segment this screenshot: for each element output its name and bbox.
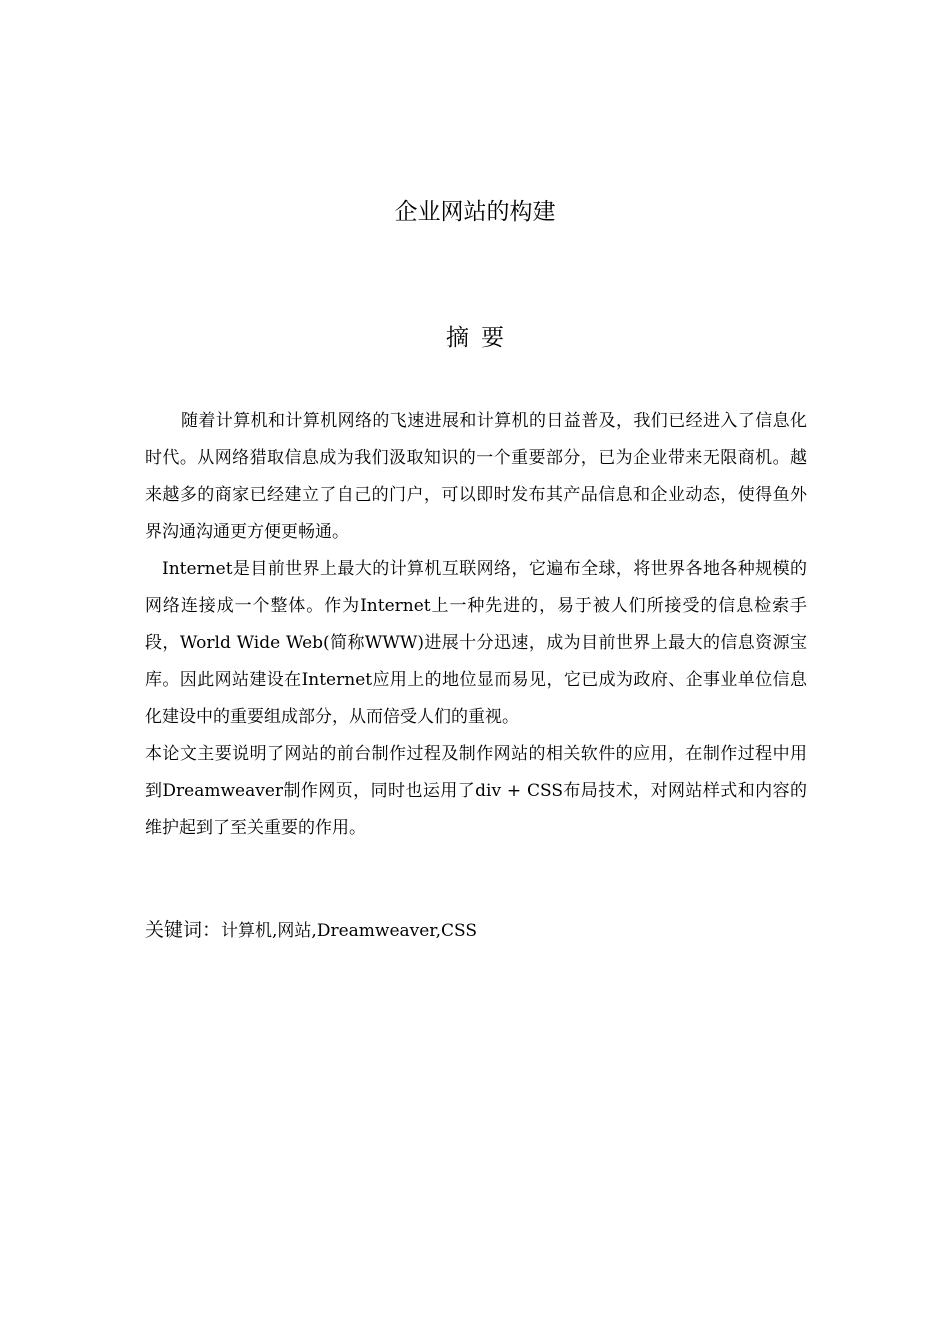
abstract-heading: 摘要 (446, 325, 516, 351)
keywords-line (145, 914, 807, 947)
abstract-body (145, 403, 807, 847)
abstract-paragraph-2: Internet是目前世界上最大的计算机互联网络，它遍布全球，将世界各地各种规模的网络连接成一个整体。作为Internet上一种先进的，易于被人们所接受的信息检索手段，World Wide Web(简称WWW)进展十分迅速，成为目前世界上最大的信息资源宝库。因此网站建设在Internet应用上的地位显而易见，它已成为政府、企事业单位信息化建设中的重要组成部分，从而倍受人们的重视。 (145, 559, 807, 727)
abstract-paragraph-1: 随着计算机和计算机网络的飞速进展和计算机的日益普及，我们已经进入了信息化时代。从网络猎取信息成为我们汲取知识的一个重要部分，已为企业带来无限商机。越来越多的商家已经建立了自己的门户，可以即时发布其产品信息和企业动态，使得鱼外界沟通沟通更方便更畅通。 (145, 411, 807, 542)
keywords-value: 计算机,网站,Dreamweaver,CSS (221, 921, 477, 941)
abstract-paragraph-3: 本论文主要说明了网站的前台制作过程及制作网站的相关软件的应用，在制作过程中用到Dreamweaver制作网页，同时也运用了div + CSS布局技术，对网站样式和内容的维护起到了至关重要的作用。 (145, 744, 807, 838)
paper-title: 企业网站的构建 (394, 199, 556, 225)
keywords-label: 关键词： (145, 919, 222, 941)
